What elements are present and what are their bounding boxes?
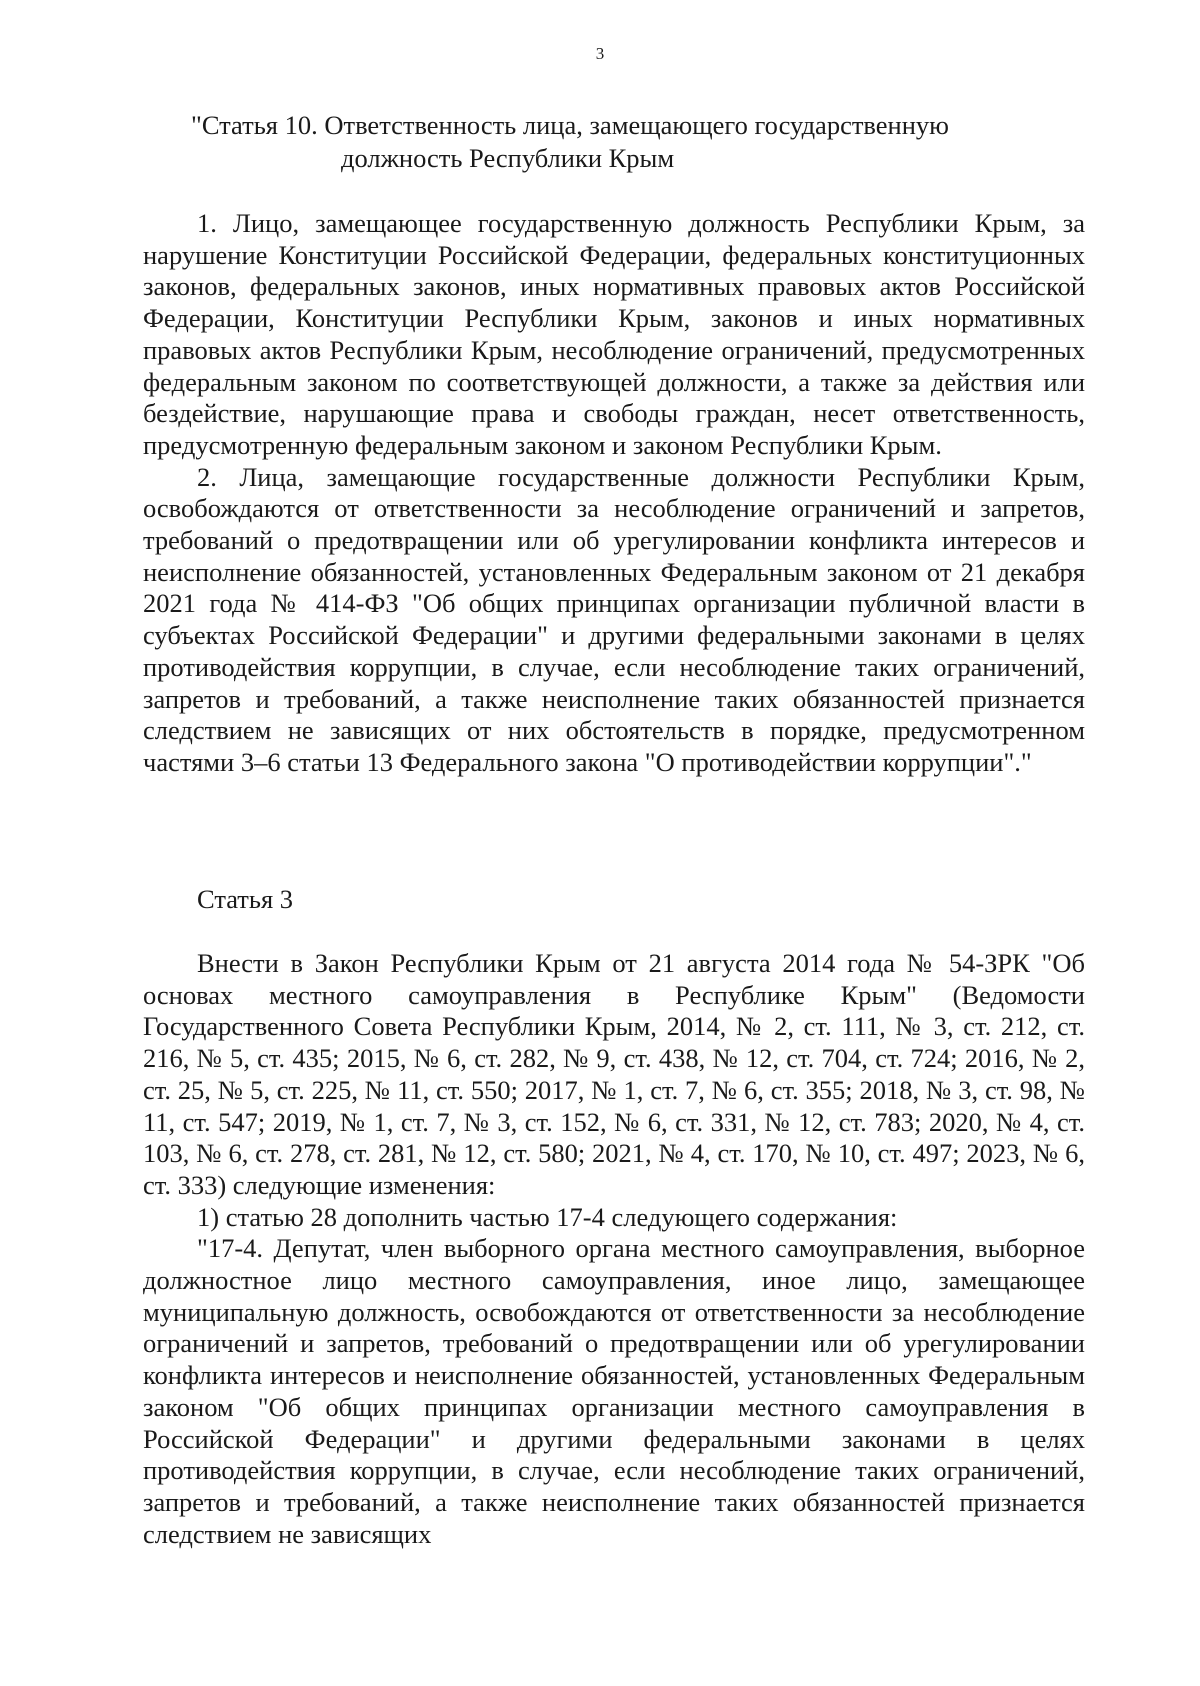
article-10-paragraph-1: 1. Лицо, замещающее государственную должность Республики Крым, за нарушение Конституции Российской Федерации, федеральных конституционных законов, федеральных законов, иных нормативных правовых актов Российской Федерации, Конституции Республики Крым, законов и иных нормативных правовых актов Республики Крым, несоблюдение ограничений, предусмотренных федеральным законом по соответствующей должности, а также за действия или бездействие, нарушающие права и свободы граждан, несет ответственность, предусмотренную федеральным законом и законом Республики Крым.	[143, 208, 1085, 460]
article-3-heading: Статья 3	[197, 884, 294, 914]
article-3-body	[143, 948, 1085, 1550]
article-3-intro: Внести в Закон Республики Крым от 21 августа 2014 года № 54-ЗРК "Об основах местного самоуправления в Республике Крым" (Ведомости Государственного Совета Республики Крым, 2014, № 2, ст. 111, № 3, ст. 212, ст. 216, № 5, ст. 435; 2015, № 6, ст. 282, № 9, ст. 438, № 12, ст. 704, ст. 724; 2016, № 2, ст. 25, № 5, ст. 225, № 11, ст. 550; 2017, № 1, ст. 7, № 6, ст. 355; 2018, № 3, ст. 98, № 11, ст. 547; 2019, № 1, ст. 7, № 3, ст. 152, № 6, ст. 331, № 12, ст. 783; 2020, № 4, ст. 103, № 6, ст. 278, ст. 281, № 12, ст. 580; 2021, № 4, ст. 170, № 10, ст. 497; 2023, № 6, ст. 333) следующие изменения:	[143, 948, 1085, 1200]
article-10-heading-line2: должность Республики Крым	[341, 143, 675, 173]
article-3-part-17-4: "17-4. Депутат, член выборного органа местного самоуправления, выборное должностное лицо местного самоуправления, иное лицо, замещающее муниципальную должность, освобождаются от ответственности за несоблюдение ограничений и запретов, требований о предотвращении или об урегулировании конфликта интересов и неисполнение обязанностей, установленных Федеральным законом "Об общих принципах организации местного самоуправления в Российской Федерации" и другими федеральными законами в целях противодействия коррупции, в случае, если несоблюдение таких ограничений, запретов и требований, а также неисполнение таких обязанностей признается следствием не зависящих	[143, 1233, 1085, 1549]
page-number: 3	[595, 44, 605, 63]
article-10-body	[143, 208, 1085, 779]
article-3-item-1: 1) статью 28 дополнить частью 17-4 следующего содержания:	[197, 1201, 898, 1232]
article-10-heading-line1: "Статья 10. Ответственность лица, замещающего государственную	[191, 110, 949, 140]
article-10-paragraph-2: 2. Лица, замещающие государственные должности Республики Крым, освобождаются от ответственности за несоблюдение ограничений и запретов, требований о предотвращении или об урегулировании конфликта интересов и неисполнение обязанностей, установленных Федеральным законом от 21 декабря 2021 года № 414-ФЗ "Об общих принципах организации публичной власти в субъектах Российской Федерации" и другими федеральными законами в целях противодействия коррупции, в случае, если несоблюдение таких ограничений, запретов и требований, а также неисполнение таких обязанностей признается следствием не зависящих от них обстоятельств в порядке, предусмотренном частями 3–6 статьи 13 Федерального закона "О противодействии коррупции"."	[143, 461, 1085, 777]
